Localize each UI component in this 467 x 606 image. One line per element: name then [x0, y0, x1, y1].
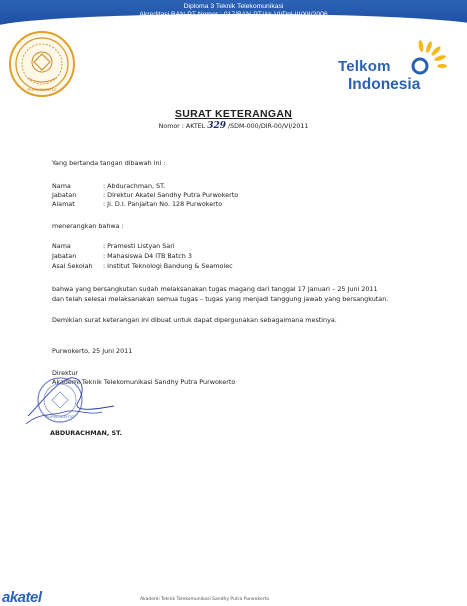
signer-printed-name: ABDURACHMAN, ST.: [50, 429, 122, 437]
document-title: SURAT KETERANGAN: [174, 108, 293, 120]
signer-position-label: Jabatan: [52, 191, 77, 199]
header-accreditation: Akreditasi BAN-PT Nomor : 017/BAN-PT/Ak-VI/Dpl-III/XII/2006: [139, 11, 328, 18]
closing-text: Demikian surat keterangan ini dibuat untuk dapat dipergunakan sebagaimana mestinya.: [52, 316, 337, 324]
telkom-logo: [338, 38, 456, 98]
subject-school-label: Asal Sekolah: [52, 262, 93, 270]
subject-position-value: : Mahasiswa D4 ITB Batch 3: [103, 252, 192, 260]
number-prefix: Nomor : AKTEL: [158, 123, 206, 130]
signature-title: Direktur: [52, 369, 78, 377]
intro-text: Yang bertanda tangan dibawah ini :: [52, 159, 166, 167]
telkom-word: Telkom: [338, 58, 391, 75]
footer-band: [0, 589, 467, 606]
header-program: Diploma 3 Teknik Telekomunikasi: [183, 3, 284, 10]
signer-address-value: : Jl. D.I. Panjaitan No. 128 Purwokerto: [103, 200, 223, 208]
svg-text:PURWOKERTO: PURWOKERTO: [45, 414, 75, 419]
signature-organization: Akademi Teknik Telekomunikasi Sandhy Putra Purwokerto: [52, 378, 236, 386]
header-band: [0, 0, 467, 26]
menerangkan-text: menerangkan bahwa :: [52, 222, 124, 230]
signer-name-label: Nama: [52, 182, 71, 190]
svg-text:PURWOKERTO: PURWOKERTO: [27, 87, 57, 92]
akatel-seal-icon: [8, 30, 76, 98]
body-line-1: bahwa yang bersangkutan sudah melaksanakan tugas magang dari tanggal 17 Januari – 25 Juni 2011: [52, 285, 378, 293]
official-stamp-signature-icon: [22, 372, 122, 434]
signer-address-label: Alamat: [52, 200, 75, 208]
body-line-2: dan telah selesai melaksanakan semua tugas – tugas yang menjadi tanggung jawab yang bersangkutan.: [52, 295, 389, 303]
number-handwritten: 329: [207, 121, 226, 131]
signer-position-value: : Direktur Akatel Sandhy Putra Purwokerto: [103, 191, 239, 199]
place-date: Purwokerto, 25 Juni 2011: [52, 347, 133, 355]
subject-name-value: : Pramesti Listyan Sari: [103, 242, 175, 250]
footer-brand: akatel: [2, 589, 42, 606]
subject-name-label: Nama: [52, 242, 71, 250]
number-suffix: /SDM-000/DIR-00/VI/2011: [228, 123, 309, 130]
indonesia-word: Indonesia: [348, 76, 421, 93]
signer-name-value: : Abdurachman, ST.: [103, 182, 166, 190]
document-number: [0, 121, 467, 131]
subject-position-label: Jabatan: [52, 252, 77, 260]
footer-text: Akademi Teknik Telekomunikasi Sandhy Putra Purwokerto: [140, 597, 270, 602]
subject-school-value: : Institut Teknologi Bandung & Seamolec: [103, 262, 233, 270]
